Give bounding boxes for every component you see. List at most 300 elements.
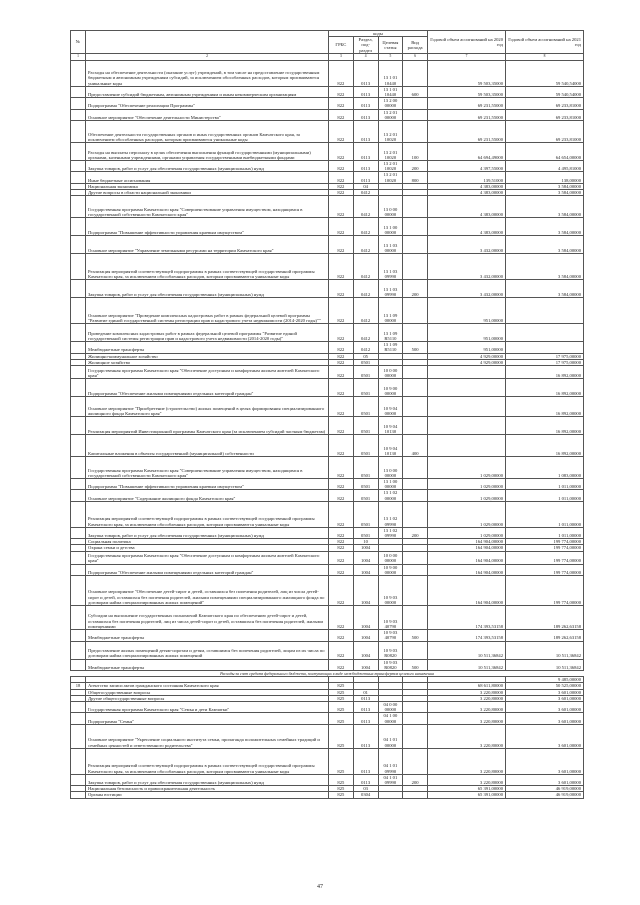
- row-razdel: 0501: [353, 435, 378, 457]
- row-vol-2021: 59 540,54000: [506, 60, 584, 86]
- row-target: 13 1 03 00000: [378, 236, 403, 254]
- row-number: [71, 324, 86, 342]
- row-target: 10 9 00 00000: [378, 564, 403, 575]
- row-vol-2020: 164 904,00000: [428, 539, 506, 545]
- table-row: [71, 417, 584, 435]
- row-vid: 800: [403, 172, 428, 183]
- row-vid: [403, 490, 428, 501]
- row-grbs: 822: [329, 298, 354, 324]
- row-number: [71, 196, 86, 218]
- row-vol-2021: 59 540,54000: [506, 86, 584, 97]
- row-vol-2021: 16 892,00000: [506, 397, 584, 417]
- table-row: [71, 196, 584, 218]
- table-row: [71, 298, 584, 324]
- row-number: [71, 501, 86, 527]
- row-target: 13 1 09 R5110: [378, 342, 403, 353]
- row-vol-2020: 1 029,00000: [428, 457, 506, 479]
- row-grbs: 822: [329, 324, 354, 342]
- table-row: [71, 501, 584, 527]
- row-razdel: 05: [353, 353, 378, 359]
- table-row: [71, 218, 584, 236]
- row-vol-2021: 46 919,00000: [506, 786, 584, 792]
- row-vid: [403, 196, 428, 218]
- row-razdel: 1004: [353, 659, 378, 670]
- row-vol-2020: 4 929,00000: [428, 353, 506, 359]
- row-vid: [403, 417, 428, 435]
- row-number: [71, 551, 86, 564]
- row-vol-2021: 3 584,00000: [506, 183, 584, 189]
- row-number: [71, 630, 86, 641]
- row-target: 10 9 03 40790: [378, 606, 403, 630]
- row-vol-2020: 164 904,00000: [428, 564, 506, 575]
- row-number: [71, 397, 86, 417]
- row-name: Государственная программа Камчатского края "Обеспечение доступным и комфортным жильем жителей Камчатского края": [86, 551, 329, 564]
- row-razdel: 0113: [353, 161, 378, 172]
- header-razdel: Раздел, под-раздел: [353, 37, 378, 54]
- row-number: [71, 641, 86, 659]
- row-vol-2021: 3 584,00000: [506, 196, 584, 218]
- row-vol-2020: 69 231,55000: [428, 121, 506, 143]
- row-name: Основное мероприятие "Приобретение (строительство) жилых помещений в целях формирования специализированного жилищного фонда Камчатского края": [86, 397, 329, 417]
- row-number: [71, 379, 86, 397]
- row-grbs: 822: [329, 564, 354, 575]
- row-grbs: 822: [329, 254, 354, 280]
- row-razdel: 1004: [353, 641, 378, 659]
- row-grbs: 822: [329, 435, 354, 457]
- row-target: 10 9 03 R0820: [378, 659, 403, 670]
- row-vol-2021: 17 975,00000: [506, 359, 584, 365]
- row-vol-2021: 199 774,00000: [506, 576, 584, 606]
- row-vol-2020: 3 220,80000: [428, 695, 506, 701]
- row-razdel: 0113: [353, 86, 378, 97]
- row-vol-2020: 4 397,55000: [428, 161, 506, 172]
- row-vol-2020: 4 383,00000: [428, 218, 506, 236]
- row-grbs: 825: [329, 701, 354, 712]
- row-vid: [403, 641, 428, 659]
- row-vol-2020: 69 231,55000: [428, 98, 506, 109]
- table-row: [71, 143, 584, 161]
- row-vol-2020: 4 383,00000: [428, 183, 506, 189]
- row-vol-2020: 3 220,80000: [428, 713, 506, 724]
- row-vol-2020: 1 029,00000: [428, 479, 506, 490]
- row-razdel: 0304: [353, 792, 378, 798]
- row-number: [71, 490, 86, 501]
- row-number: [71, 659, 86, 670]
- row-vol-2020: 3 432,00000: [428, 254, 506, 280]
- table-row: [71, 366, 584, 379]
- row-number: [71, 479, 86, 490]
- row-vid: 500: [403, 659, 428, 670]
- row-target: 13 1 01 10440: [378, 60, 403, 86]
- index-cell: 8: [506, 53, 584, 60]
- row-vol-2020: 1 029,00000: [428, 490, 506, 501]
- row-number: [71, 527, 86, 538]
- row-grbs: 822: [329, 490, 354, 501]
- row-razdel: 0501: [353, 417, 378, 435]
- row-grbs: 822: [329, 280, 354, 298]
- row-vid: [403, 713, 428, 724]
- row-name: Жилищно-коммунальное хозяйство: [86, 353, 329, 359]
- row-name: Основное мероприятие "Проведение комплексных кадастровых работ в рамках федеральной целевой программы "Развитие единой государственной системы регистрации прав и кадастрового учета недвижимости (2014-2020 годы)"": [86, 298, 329, 324]
- row-target: 13 1 09 00000: [378, 298, 403, 324]
- row-vol-2021: 4 495,81000: [506, 161, 584, 172]
- row-target: 13 0 00 00000: [378, 457, 403, 479]
- row-grbs: 825: [329, 792, 354, 798]
- row-number: [71, 172, 86, 183]
- row-name: Предоставление субсидий бюджетным, автономным учреждениям и иным некоммерческим организациям: [86, 86, 329, 97]
- index-cell: 7: [428, 53, 506, 60]
- table-row: [71, 236, 584, 254]
- row-vol-2021: 17 975,00000: [506, 353, 584, 359]
- row-vid: 500: [403, 342, 428, 353]
- row-vol-2021: [506, 342, 584, 353]
- row-vid: 200: [403, 527, 428, 538]
- row-grbs: 822: [329, 86, 354, 97]
- row-number: [71, 121, 86, 143]
- row-name: Основное мероприятие "Обеспечение детей-сирот и детей, оставшихся без попечения родителей, лиц из числа детей-сирот и детей, оставшихся без попечения родителей, жилыми помещениями специализированного жилищного фонда по договорам найма специализированных жилых помещений": [86, 576, 329, 606]
- row-name: Общегосударственные вопросы: [86, 689, 329, 695]
- row-target: 10 9 00 00000: [378, 379, 403, 397]
- row-number: [71, 576, 86, 606]
- row-razdel: 1004: [353, 576, 378, 606]
- row-grbs: 822: [329, 501, 354, 527]
- row-razdel: 0113: [353, 774, 378, 785]
- row-vol-2021: 3 601,00000: [506, 701, 584, 712]
- row-target: 13 1 01 10440: [378, 86, 403, 97]
- row-vol-2020: 951,00000: [428, 342, 506, 353]
- row-name: Закупка товаров, работ и услуг для обеспечения государственных (муниципальных) нужд: [86, 774, 329, 785]
- row-grbs: 822: [329, 143, 354, 161]
- row-target: 10 0 00 00000: [378, 551, 403, 564]
- row-vol-2021: [506, 298, 584, 324]
- row-name: Основное мероприятие "Обеспечение деятельности Министерства": [86, 109, 329, 120]
- row-razdel: 0113: [353, 60, 378, 86]
- row-vol-2020: [428, 379, 506, 397]
- row-razdel: 0501: [353, 379, 378, 397]
- row-name: Государственная программа Камчатского края "Обеспечение доступным и комфортным жильем жителей Камчатского края": [86, 366, 329, 379]
- header-target: Целевая статья: [378, 37, 403, 54]
- row-vol-2020: 10 511,36842: [428, 641, 506, 659]
- row-name: Другие вопросы в области национальной экономики: [86, 190, 329, 196]
- table-row: [71, 60, 584, 86]
- row-vol-2020: 4 383,00000: [428, 190, 506, 196]
- row-name: Межбюджетные трансферты: [86, 630, 329, 641]
- row-name: Государственная программа Камчатского края "Семья и дети Камчатки": [86, 701, 329, 712]
- row-name: Основное мероприятие "Управление земельными ресурсами на территории Камчатского края": [86, 236, 329, 254]
- row-name: Государственная программа Камчатского края "Совершенствование управления имуществом, находящимся в государственной собственности Камчатского края": [86, 196, 329, 218]
- row-vol-2021: 69 233,81000: [506, 109, 584, 120]
- row-target: 04 1 01 09990: [378, 774, 403, 785]
- row-vol-2021: 3 584,00000: [506, 218, 584, 236]
- row-vol-2021: 3 601,00000: [506, 748, 584, 774]
- row-razdel: 0113: [353, 695, 378, 701]
- table-row: [71, 161, 584, 172]
- row-vol-2021: 3 601,00000: [506, 695, 584, 701]
- row-grbs: 822: [329, 417, 354, 435]
- table-row: [71, 792, 584, 798]
- header-row-1: [71, 31, 584, 37]
- row-vid: [403, 748, 428, 774]
- row-number: [71, 724, 86, 748]
- row-vol-2021: 46 919,00000: [506, 792, 584, 798]
- row-razdel: 0412: [353, 190, 378, 196]
- table-row: [71, 479, 584, 490]
- row-vid: [403, 324, 428, 342]
- row-razdel: 0113: [353, 121, 378, 143]
- row-grbs: 825: [329, 786, 354, 792]
- row-vol-2021: 3 601,00000: [506, 774, 584, 785]
- table-row: [71, 86, 584, 97]
- row-vol-2020: 174 393,53158: [428, 606, 506, 630]
- row-vol-2020: [428, 417, 506, 435]
- row-vid: 200: [403, 280, 428, 298]
- row-name: Проведение комплексных кадастровых работ в рамках федеральной целевой программы "Развитие единой государственной системы регистрации прав и кадастрового учета недвижимости (2014-2020 годы)": [86, 324, 329, 342]
- row-grbs: 822: [329, 60, 354, 86]
- row-razdel: 1004: [353, 630, 378, 641]
- row-target: 10 9 04 10130: [378, 435, 403, 457]
- row-grbs: 822: [329, 527, 354, 538]
- table-row: [71, 324, 584, 342]
- row-vol-2021: 50 525,00000: [506, 683, 584, 689]
- row-number: [71, 254, 86, 280]
- row-grbs: 825: [329, 689, 354, 695]
- document-page: [70, 30, 584, 799]
- row-target: 13 2 01 10020: [378, 143, 403, 161]
- row-target: 13 1 00 00000: [378, 479, 403, 490]
- row-vid: [403, 551, 428, 564]
- row-number: [71, 748, 86, 774]
- row-vol-2021: 16 892,00000: [506, 435, 584, 457]
- header-vid: Вид расхода: [403, 37, 428, 54]
- row-number: [71, 143, 86, 161]
- row-vol-2020: [428, 366, 506, 379]
- row-razdel: 1004: [353, 551, 378, 564]
- row-number: [71, 564, 86, 575]
- row-vol-2021: 10 511,36842: [506, 659, 584, 670]
- row-name: Расходы на обеспечение деятельности (оказание услуг) учреждений, в том числе на предоставление государственным бюджетным и автономным учреждениям субсидий, за исключением обособленных расходов, которым присваиваются уникальные коды: [86, 60, 329, 86]
- row-number: [71, 60, 86, 86]
- row-number: [71, 792, 86, 798]
- row-vol-2021: 16 892,00000: [506, 417, 584, 435]
- row-vol-2020: 174 393,53158: [428, 630, 506, 641]
- table-row: [71, 564, 584, 575]
- row-vol-2021: 199 774,00000: [506, 564, 584, 575]
- row-name: Жилищное хозяйство: [86, 359, 329, 365]
- row-vid: [403, 479, 428, 490]
- row-grbs: 825: [329, 695, 354, 701]
- row-grbs: 822: [329, 353, 354, 359]
- row-razdel: 0412: [353, 298, 378, 324]
- row-target: 13 1 02 09990: [378, 501, 403, 527]
- row-razdel: 0501: [353, 501, 378, 527]
- row-target: 10 0 00 00000: [378, 366, 403, 379]
- row-target: 13 0 00 00000: [378, 196, 403, 218]
- table-row: [71, 630, 584, 641]
- row-name: Обеспечение деятельности государственных органов и иных государственных органов Камчатского края, за исключением обособленных расходов, которым присваиваются уникальные коды: [86, 121, 329, 143]
- row-grbs: 825: [329, 774, 354, 785]
- table-body-continued: [71, 677, 584, 798]
- row-number: [71, 298, 86, 324]
- header-grbs: ГРБС: [329, 37, 354, 54]
- row-vol-2020: 951,00000: [428, 298, 506, 324]
- row-number: [71, 435, 86, 457]
- row-razdel: 0501: [353, 359, 378, 365]
- row-vol-2021: 9 485,00000: [506, 677, 584, 683]
- row-grbs: 822: [329, 366, 354, 379]
- row-vol-2021: 69 233,81000: [506, 121, 584, 143]
- row-name: Основное мероприятие "Содержание жилищного фонда Камчатского края": [86, 490, 329, 501]
- row-target: 13 1 02 00000: [378, 490, 403, 501]
- row-vol-2021: 3 584,00000: [506, 254, 584, 280]
- header-codes: коды: [329, 31, 428, 37]
- column-index-row: [71, 53, 584, 60]
- row-vol-2020: 4 929,00000: [428, 359, 506, 365]
- row-vid: [403, 121, 428, 143]
- row-vol-2021: 1 011,00000: [506, 479, 584, 490]
- index-cell: 6: [403, 53, 428, 60]
- row-vid: [403, 397, 428, 417]
- row-razdel: 03: [353, 786, 378, 792]
- row-name: Межбюджетные трансферты: [86, 342, 329, 353]
- row-razdel: 1004: [353, 606, 378, 630]
- row-number: [71, 701, 86, 712]
- table-row: [71, 254, 584, 280]
- row-vid: [403, 379, 428, 397]
- row-vid: [403, 218, 428, 236]
- table-row: [71, 121, 584, 143]
- table-row: [71, 701, 584, 712]
- index-cell: 4: [353, 53, 378, 60]
- row-grbs: 825: [329, 713, 354, 724]
- row-vol-2020: 3 220,80000: [428, 724, 506, 748]
- table-row: [71, 435, 584, 457]
- row-vol-2021: 3 601,00000: [506, 724, 584, 748]
- row-name: Агентство записи актов гражданского состояния Камчатского края: [86, 683, 329, 689]
- row-name: Основное мероприятие "Укрепление социального института семьи, пропаганда положительных семейных традиций и семейных ценностей и ответственного родительства": [86, 724, 329, 748]
- row-grbs: 822: [329, 121, 354, 143]
- table-row: [71, 342, 584, 353]
- row-vid: [403, 254, 428, 280]
- row-target: 13 2 01 10020: [378, 121, 403, 143]
- row-grbs: 822: [329, 109, 354, 120]
- table-row: [71, 606, 584, 630]
- row-grbs: 822: [329, 479, 354, 490]
- row-vol-2021: 64 654,00000: [506, 143, 584, 161]
- row-vol-2021: 1 011,00000: [506, 490, 584, 501]
- row-name: Подпрограмма "Повышение эффективности управления краевым имуществом": [86, 479, 329, 490]
- row-target: 13 1 03 09990: [378, 280, 403, 298]
- row-vid: [403, 701, 428, 712]
- index-cell: 2: [86, 53, 329, 60]
- row-number: [71, 109, 86, 120]
- row-vol-2020: 139,51000: [428, 172, 506, 183]
- row-grbs: 822: [329, 359, 354, 365]
- row-name: Другие общегосударственные вопросы: [86, 695, 329, 701]
- table-row: [71, 713, 584, 724]
- row-name: Межбюджетные трансферты: [86, 659, 329, 670]
- row-grbs: 825: [329, 748, 354, 774]
- row-vol-2021: 199 774,00000: [506, 551, 584, 564]
- row-grbs: 822: [329, 183, 354, 189]
- row-name: Реализация мероприятий соответствующей подпрограммы в рамках соответствующей государственной программы Камчатского края, за исключением обособленных расходов, которым присваиваются уникальные коды: [86, 501, 329, 527]
- row-target: 10 9 03 40790: [378, 630, 403, 641]
- page-number: 47: [317, 884, 323, 890]
- row-vol-2020: 68 611,80000: [428, 683, 506, 689]
- row-target: 13 1 02 09990: [378, 527, 403, 538]
- row-vol-2021: [506, 324, 584, 342]
- row-name: Закупка товаров, работ и услуг для обеспечения государственных (муниципальных) нужд: [86, 280, 329, 298]
- row-vol-2021: 189 262,63158: [506, 630, 584, 641]
- row-number: [71, 774, 86, 785]
- note-text: Расходы за счет средств федерального бюджета, поступающих в виде межбюджетных трансфертов целевого назначения: [71, 670, 584, 676]
- row-vid: 400: [403, 435, 428, 457]
- table-row: [71, 724, 584, 748]
- row-razdel: 0412: [353, 196, 378, 218]
- row-vid: [403, 792, 428, 798]
- row-vol-2020: 164 904,00000: [428, 545, 506, 551]
- row-name: Реализация мероприятий Инвестиционной программы Камчатского края (за исключением субсидий частным бюджетам): [86, 417, 329, 435]
- row-number: [71, 218, 86, 236]
- row-vid: [403, 457, 428, 479]
- index-cell: 3: [329, 53, 354, 60]
- row-grbs: 822: [329, 190, 354, 196]
- row-razdel: 0412: [353, 218, 378, 236]
- row-vid: [403, 109, 428, 120]
- header-vol-2021: Годовой объем ассигнований на 2021 год: [506, 31, 584, 54]
- row-vid: 500: [403, 630, 428, 641]
- row-vol-2020: 164 904,00000: [428, 576, 506, 606]
- row-name: Расходы на выплаты персоналу в целях обеспечения выполнения функций государственными (муниципальными) органами, казенными учреждениями, органами управления государственными внебюджетными фондами: [86, 143, 329, 161]
- row-vol-2020: 65 391,00000: [428, 786, 506, 792]
- row-vol-2020: [428, 435, 506, 457]
- row-vol-2021: 10 511,36842: [506, 641, 584, 659]
- row-vol-2020: 4 383,00000: [428, 196, 506, 218]
- row-vol-2020: [428, 397, 506, 417]
- row-target: 13 1 03 09990: [378, 254, 403, 280]
- row-name: Национальная экономика: [86, 183, 329, 189]
- row-razdel: 0113: [353, 724, 378, 748]
- row-vol-2020: 1 029,00000: [428, 501, 506, 527]
- row-razdel: 0412: [353, 280, 378, 298]
- row-vid: [403, 564, 428, 575]
- row-grbs: 825: [329, 724, 354, 748]
- row-target: 13 2 01 10020: [378, 172, 403, 183]
- row-razdel: 0113: [353, 701, 378, 712]
- row-vol-2021: 3 584,00000: [506, 190, 584, 196]
- row-name: Закупка товаров, работ и услуг для обеспечения государственных (муниципальных) нужд: [86, 527, 329, 538]
- row-grbs: 822: [329, 539, 354, 545]
- row-vol-2020: 59 503,35000: [428, 86, 506, 97]
- row-name: Предоставление жилых помещений детям-сиротам и детям, оставшимся без попечения родителей, лицам из их числа по договорам найма специализированных жилых помещений: [86, 641, 329, 659]
- row-vol-2021: 1 083,00000: [506, 457, 584, 479]
- row-razdel: 0501: [353, 479, 378, 490]
- row-grbs: 822: [329, 551, 354, 564]
- row-vol-2020: 3 432,00000: [428, 280, 506, 298]
- table-row: [71, 457, 584, 479]
- row-vol-2020: 59 503,35000: [428, 60, 506, 86]
- row-razdel: 0412: [353, 254, 378, 280]
- row-target: 13 2 01 00000: [378, 109, 403, 120]
- row-vol-2021: 16 892,00000: [506, 366, 584, 379]
- row-razdel: 0113: [353, 143, 378, 161]
- table-row: [71, 98, 584, 109]
- row-vid: 200: [403, 774, 428, 785]
- row-vol-2020: 3 220,80000: [428, 774, 506, 785]
- row-razdel: 1004: [353, 545, 378, 551]
- row-razdel: 0113: [353, 748, 378, 774]
- header-vol-2020: Годовой объем ассигнований на 2020 год: [428, 31, 506, 54]
- row-razdel: 0412: [353, 342, 378, 353]
